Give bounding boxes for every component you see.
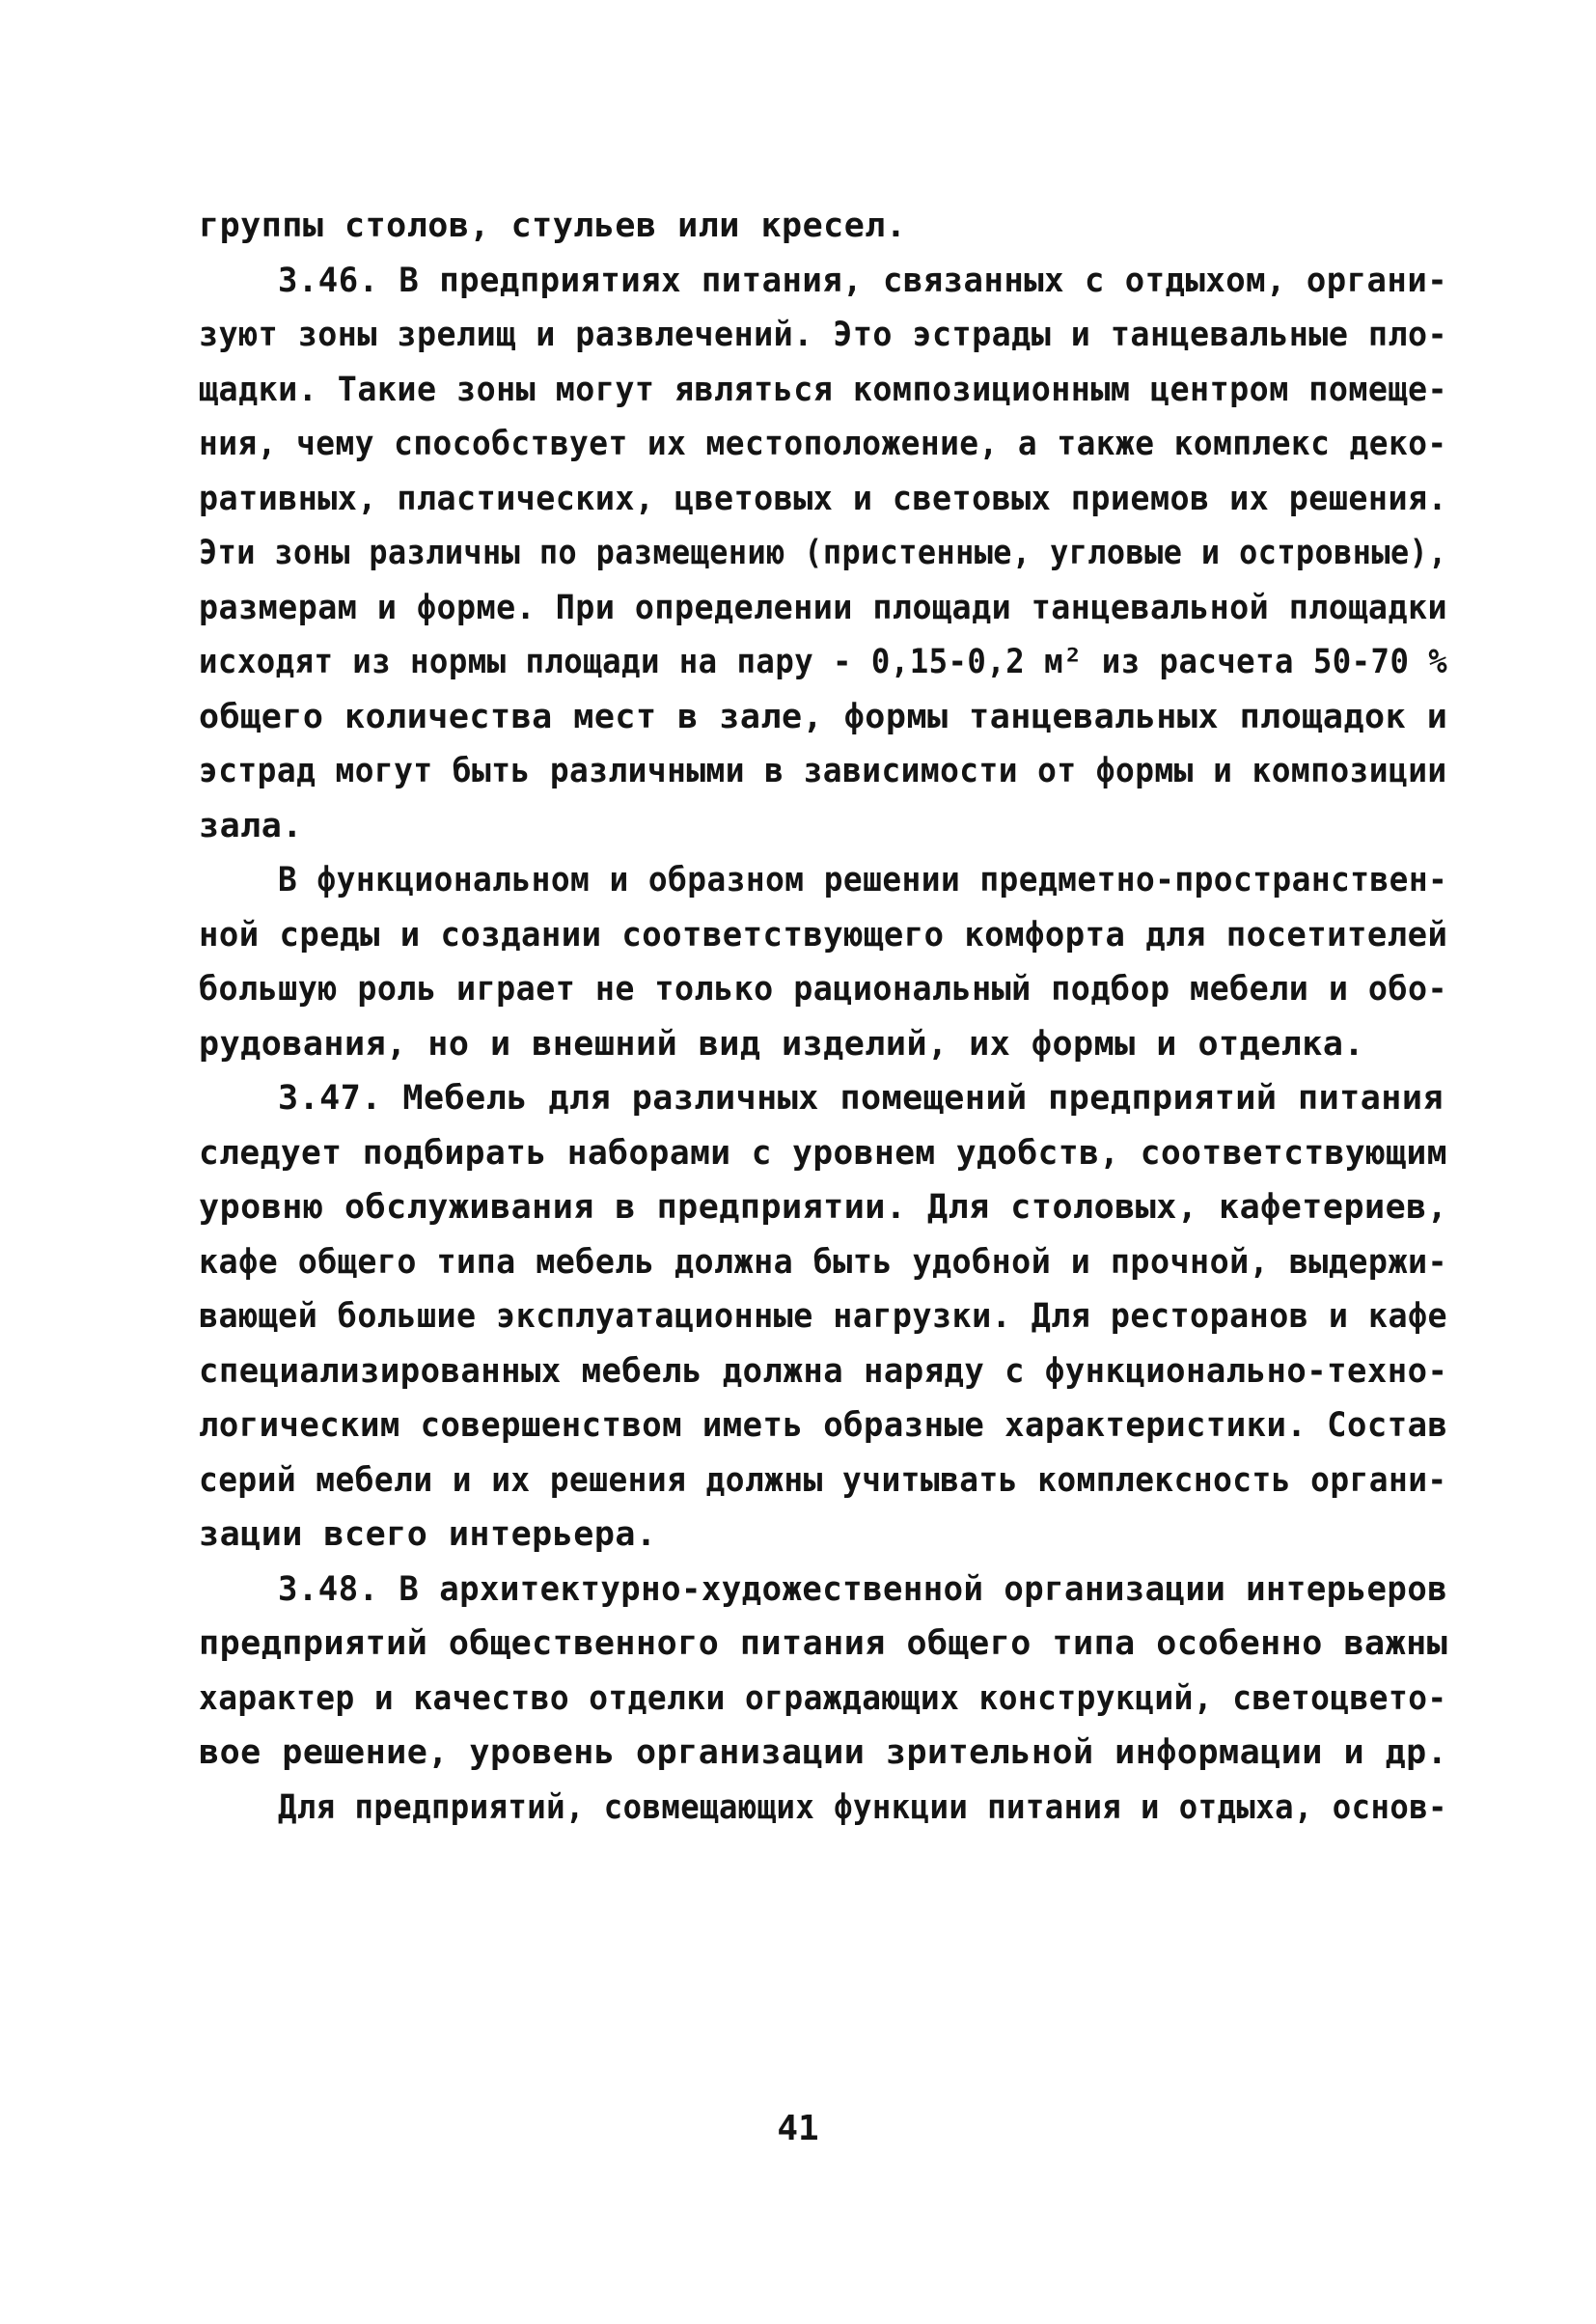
text-line: кафе общего типа мебель должна быть удобной и прочной, выдержи- <box>199 1243 1448 1282</box>
text-line: характер и качество отделки ограждающих конструкций, светоцвето- <box>199 1679 1447 1718</box>
text-line: следует подбирать наборами с уровнем удобств, соответствующим <box>199 1134 1447 1173</box>
text-line: логическим совершенством иметь образные характеристики. Состав <box>199 1406 1448 1445</box>
text-line: В функциональном и образном решении предметно-пространствен- <box>278 861 1448 899</box>
text-line: Для предприятий, совмещающих функции питания и отдыха, основ- <box>278 1788 1447 1827</box>
text-line: серий мебели и их решения должны учитывать комплексность органи- <box>199 1461 1447 1500</box>
text-line: размерам и форме. При определении площади танцевальной площадки <box>199 589 1448 627</box>
text-line: Эти зоны различны по размещению (пристенные, угловые и островные), <box>199 534 1447 572</box>
text-line: группы столов, стульев или кресел. <box>199 207 907 245</box>
text-line: щадки. Такие зоны могут являться композиционным центром помеще- <box>199 371 1448 409</box>
text-line: эстрад могут быть различными в зависимости от формы и композиции <box>199 752 1447 790</box>
text-line: вое решение, уровень организации зрительной информации и др. <box>199 1733 1448 1772</box>
text-line: вающей большие эксплуатационные нагрузки. Для ресторанов и кафе <box>199 1297 1448 1336</box>
text-line: 3.47. Мебель для различных помещений предприятий питания <box>278 1079 1445 1118</box>
text-line: специализированных мебель должна наряду с функционально-техно- <box>199 1352 1448 1391</box>
text-line: уровню обслуживания в предприятии. Для столовых, кафетериев, <box>199 1188 1448 1227</box>
text-line: предприятий общественного питания общего типа особенно важны <box>199 1624 1448 1663</box>
text-line: исходят из нормы площади на пару - 0,15-0,2 м² из расчета 50-70 % <box>199 643 1448 681</box>
text-line: рудования, но и внешний вид изделий, их формы и отделка. <box>199 1025 1365 1064</box>
text-line: ния, чему способствует их местоположение, а также комплекс деко- <box>199 425 1447 463</box>
text-line: большую роль играет не только рациональный подбор мебели и обо- <box>199 970 1448 1009</box>
page-number: 41 <box>777 2109 819 2148</box>
text-line: 3.46. В предприятиях питания, связанных с отдыхом, органи- <box>278 262 1448 300</box>
text-line: зации всего интерьера. <box>199 1515 657 1554</box>
text-line: 3.48. В архитектурно-художественной организации интерьеров <box>278 1570 1448 1609</box>
text-line: зуют зоны зрелищ и развлечений. Это эстрады и танцевальные пло- <box>199 316 1448 354</box>
text-line: ной среды и создании соответствующего комфорта для посетителей <box>199 916 1448 954</box>
text-line: ративных, пластических, цветовых и световых приемов их решения. <box>199 480 1448 518</box>
text-line: общего количества мест в зале, формы танцевальных площадок и <box>199 698 1448 736</box>
text-line: зала. <box>199 807 303 845</box>
